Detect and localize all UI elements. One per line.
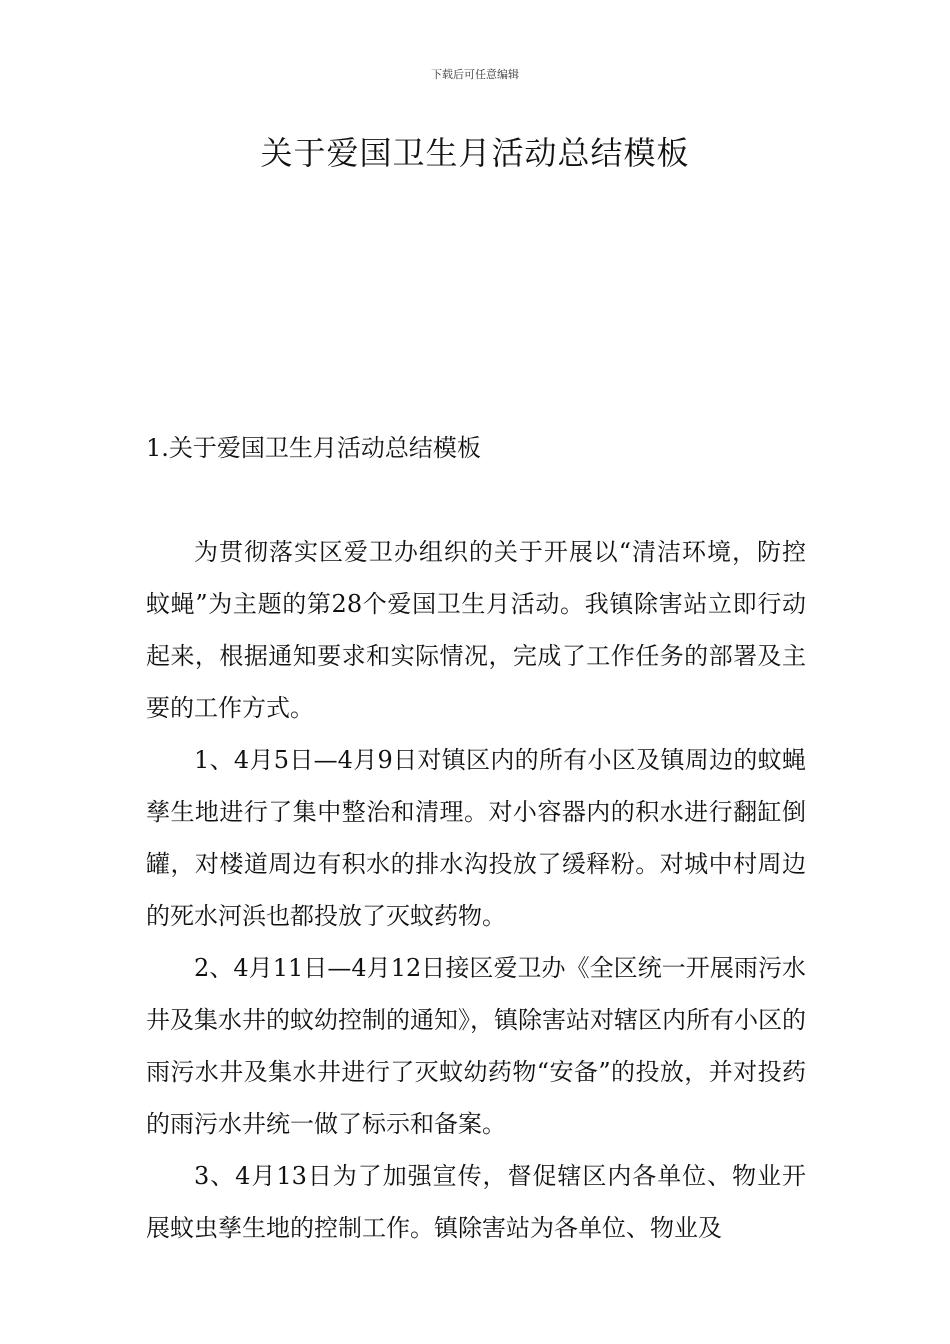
paragraph-intro: 为贯彻落实区爱卫办组织的关于开展以“清洁环境，防控蚊蝇”为主题的第28个爱国卫生月活动。我镇除害站立即行动起来，根据通知要求和实际情况，完成了工作任务的部署及主要的工作方式。 (146, 538, 806, 722)
paragraph-item-3: 3、4月13日为了加强宣传，督促辖区内各单位、物业开展蚊虫孳生地的控制工作。镇除害站为各单位、物业及 (146, 1162, 806, 1242)
paragraph-item-2: 2、4月11日—4月12日接区爱卫办《全区统一开展雨污水井及集水井的蚊幼控制的通知》，镇除害站对辖区内所有小区的雨污水井及集水井进行了灭蚊幼药物“安备”的投放，并对投药的雨污水井统一做了标示和备案。 (146, 954, 806, 1138)
section-heading: 1.关于爱国卫生月活动总结模板 (146, 434, 481, 462)
paragraph-item-1: 1、4月5日—4月9日对镇区内的所有小区及镇周边的蚊蝇孳生地进行了集中整治和清理。对小容器内的积水进行翻缸倒罐，对楼道周边有积水的排水沟投放了缓释粉。对城中村周边的死水河浜也都投放了灭蚊药物。 (146, 746, 806, 930)
document-body (146, 526, 806, 1254)
document-title: 关于爱国卫生月活动总结模板 (260, 134, 690, 172)
header-note: 下载后可任意编辑 (431, 68, 519, 81)
